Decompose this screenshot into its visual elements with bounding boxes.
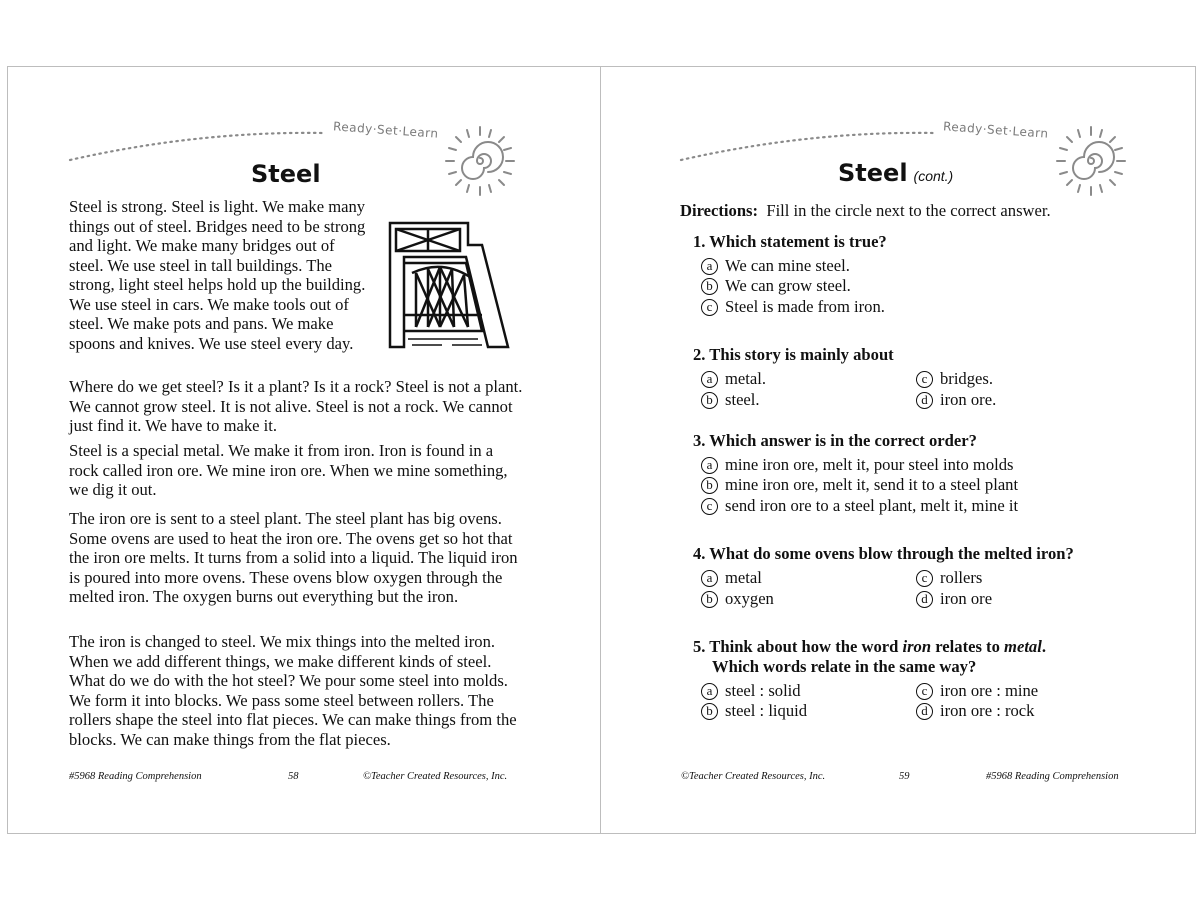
story-paragraph-2: Where do we get steel? Is it a plant? Is it a rock? Steel is not a plant. We cannot grow steel. It is not alive. Steel is not a rock. We cannot just find it. We have to make it. bbox=[69, 377, 523, 435]
question-5-prompt bbox=[693, 637, 1046, 657]
footer-book-id: #5968 Reading Comprehension bbox=[69, 771, 202, 782]
page-title: Steel bbox=[251, 160, 321, 188]
question-5-prompt-line2: Which words relate in the same way? bbox=[712, 657, 977, 676]
directions-label: Directions: bbox=[680, 201, 759, 220]
answer-text: rollers bbox=[940, 568, 983, 587]
answer-option[interactable] bbox=[916, 390, 996, 410]
answer-bubble[interactable]: b bbox=[701, 703, 718, 720]
answer-option[interactable] bbox=[701, 589, 774, 609]
question-3-prompt: 3. Which answer is in the correct order? bbox=[693, 431, 977, 450]
question-5-emphasis: metal bbox=[1004, 637, 1042, 656]
question-5-emphasis: iron bbox=[902, 637, 932, 656]
answer-option[interactable] bbox=[916, 589, 992, 609]
answer-bubble[interactable]: d bbox=[916, 591, 933, 608]
answer-bubble[interactable]: b bbox=[701, 591, 718, 608]
page-title-text: Steel bbox=[838, 159, 908, 187]
bridge-illustration bbox=[382, 215, 514, 353]
answer-option[interactable] bbox=[701, 475, 1018, 495]
answer-bubble[interactable]: a bbox=[701, 683, 718, 700]
footer-book-id: #5968 Reading Comprehension bbox=[986, 771, 1119, 782]
answer-bubble[interactable]: c bbox=[701, 498, 718, 515]
answer-text: metal bbox=[725, 568, 762, 587]
question-5-text: 5. Think about how the word bbox=[693, 637, 903, 656]
answer-text: Steel is made from iron. bbox=[725, 297, 885, 316]
book-spread bbox=[7, 66, 1196, 834]
answer-text: steel : solid bbox=[725, 681, 801, 700]
answer-option[interactable] bbox=[701, 369, 766, 389]
answer-bubble[interactable]: a bbox=[701, 457, 718, 474]
story-paragraph-5: The iron is changed to steel. We mix things into the melted iron. When we add different things, we make different kinds of steel. What do we do with the hot steel? We pour some steel into molds. We form it into blocks. We pass some steel between rollers. The rollers shape the steel into flat pieces. We can make things from the blocks. We can make things from the flat pieces. bbox=[69, 632, 517, 749]
answer-bubble[interactable]: c bbox=[916, 683, 933, 700]
answer-text: iron ore bbox=[940, 589, 993, 608]
page-number: 59 bbox=[899, 771, 910, 782]
answer-text: send iron ore to a steel plant, melt it, mine it bbox=[725, 496, 1019, 515]
answer-text: steel. bbox=[725, 390, 760, 409]
answer-text: iron ore. bbox=[940, 390, 997, 409]
directions-text: Fill in the circle next to the correct answer. bbox=[766, 201, 1051, 220]
answer-option[interactable] bbox=[701, 297, 885, 317]
footer-copyright: ©Teacher Created Resources, Inc. bbox=[363, 771, 508, 782]
page-title-suffix: (cont.) bbox=[913, 168, 954, 184]
sun-icon bbox=[442, 123, 518, 199]
page-title bbox=[838, 159, 953, 187]
answer-bubble[interactable]: c bbox=[916, 371, 933, 388]
answer-text: steel : liquid bbox=[725, 701, 808, 720]
answer-option[interactable] bbox=[701, 276, 851, 296]
right-page bbox=[601, 67, 1193, 833]
brand-logo-text: Ready·Set·Learn bbox=[942, 119, 1050, 141]
story-paragraph-1: Steel is strong. Steel is light. We make many things out of steel. Bridges need to be strong and light. We make many bridges out of steel. We use steel in tall buildings. The strong, light steel helps hold up the building. We use steel in cars. We make tools out of steel. We make pots and pans. We make spoons and knives. We use steel every day. bbox=[69, 197, 366, 353]
answer-bubble[interactable]: a bbox=[701, 371, 718, 388]
answer-option[interactable] bbox=[701, 390, 760, 410]
answer-option[interactable] bbox=[916, 369, 993, 389]
answer-text: iron ore : mine bbox=[940, 681, 1039, 700]
answer-option[interactable] bbox=[701, 701, 807, 721]
footer-copyright: ©Teacher Created Resources, Inc. bbox=[681, 771, 826, 782]
answer-text: We can mine steel. bbox=[725, 256, 850, 275]
answer-option[interactable] bbox=[701, 256, 850, 276]
question-5-text: . bbox=[1041, 637, 1046, 656]
question-2-prompt: 2. This story is mainly about bbox=[693, 345, 894, 364]
answer-option[interactable] bbox=[916, 568, 982, 588]
answer-option[interactable] bbox=[701, 681, 801, 701]
answer-bubble[interactable]: c bbox=[916, 570, 933, 587]
answer-text: mine iron ore, melt it, send it to a steel plant bbox=[725, 475, 1019, 494]
answer-bubble[interactable]: d bbox=[916, 703, 933, 720]
story-paragraph-3: Steel is a special metal. We make it from iron. Iron is found in a rock called iron ore. We mine iron ore. When we mine something, we dig it out. bbox=[69, 441, 508, 499]
answer-text: bridges. bbox=[940, 369, 993, 388]
answer-text: mine iron ore, melt it, pour steel into molds bbox=[725, 455, 1014, 474]
story-paragraph-4: The iron ore is sent to a steel plant. The steel plant has big ovens. Some ovens are used to heat the iron ore. The ovens get so hot that the iron ore melts. It turns from a solid into a liquid. The liquid iron is poured into more ovens. These ovens blow oxygen through the melted iron. The oxygen burns out everything but the iron. bbox=[69, 509, 518, 606]
directions bbox=[680, 201, 1051, 221]
answer-text: metal. bbox=[725, 369, 767, 388]
answer-option[interactable] bbox=[916, 701, 1034, 721]
left-page bbox=[8, 67, 600, 833]
answer-bubble[interactable]: d bbox=[916, 392, 933, 409]
brand-logo-text: Ready·Set·Learn bbox=[332, 119, 440, 141]
answer-bubble[interactable]: b bbox=[701, 392, 718, 409]
answer-bubble[interactable]: a bbox=[701, 258, 718, 275]
answer-text: We can grow steel. bbox=[725, 276, 851, 295]
question-1-prompt: 1. Which statement is true? bbox=[693, 232, 887, 251]
answer-option[interactable] bbox=[916, 681, 1038, 701]
answer-option[interactable] bbox=[701, 568, 762, 588]
answer-option[interactable] bbox=[701, 496, 1018, 516]
question-5-text: relates to bbox=[931, 637, 1005, 656]
page-number: 58 bbox=[288, 771, 299, 782]
answer-option[interactable] bbox=[701, 455, 1014, 475]
sun-icon bbox=[1053, 123, 1129, 199]
answer-bubble[interactable]: b bbox=[701, 477, 718, 494]
answer-bubble[interactable]: a bbox=[701, 570, 718, 587]
answer-bubble[interactable]: b bbox=[701, 278, 718, 295]
question-4-prompt: 4. What do some ovens blow through the melted iron? bbox=[693, 544, 1074, 563]
answer-text: iron ore : rock bbox=[940, 701, 1035, 720]
answer-bubble[interactable]: c bbox=[701, 299, 718, 316]
answer-text: oxygen bbox=[725, 589, 774, 608]
